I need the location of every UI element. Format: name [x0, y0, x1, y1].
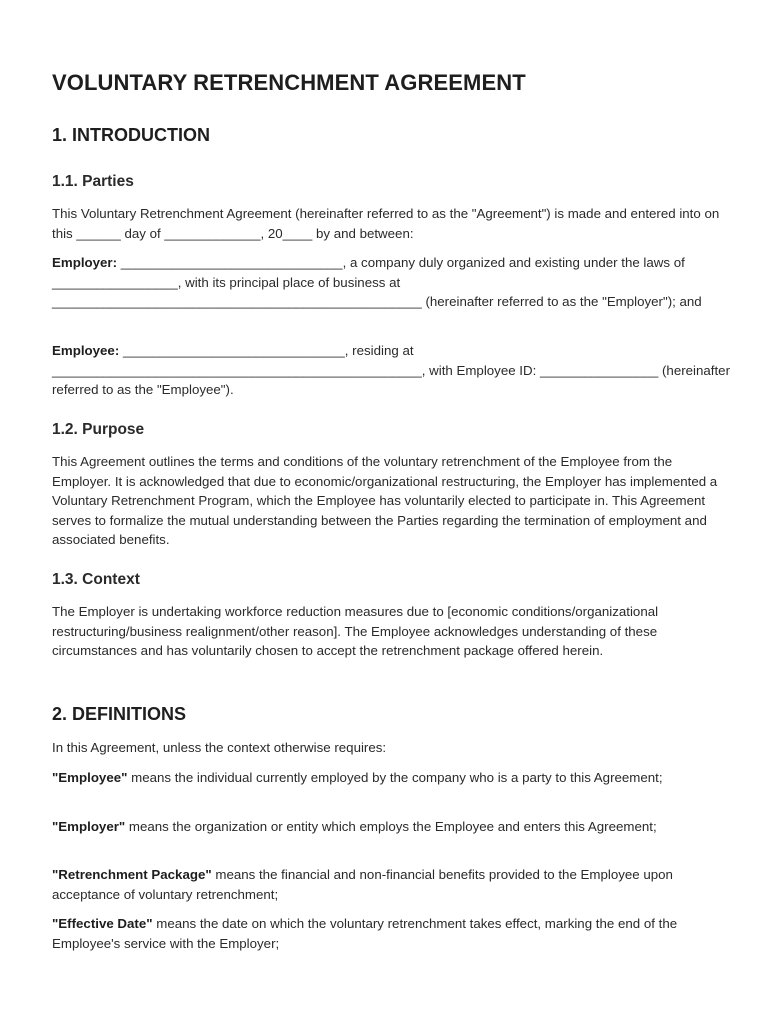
parties-intro: This Voluntary Retrenchment Agreement (hereinafter referred to as the "Agreement") is made and entered into on this ______ day of _____________, 20____ by and between: — [52, 206, 720, 241]
employee-text: ______________________________, residing at __________________________________________________, with Employee ID: ________________ (hereinafter referred to as the "Employee"). — [52, 343, 731, 398]
employer-clause — [52, 253, 732, 312]
context-text: The Employer is undertaking workforce reduction measures due to [economic conditions/organizational restructuring/business realignment/other reason]. The Employee acknowledges understanding of these circumstances and has voluntarily chosen to accept the retrenchment package offered herein. — [52, 604, 659, 659]
definition-term: "Employer" — [52, 819, 126, 834]
context-heading: 1.3. Context — [52, 571, 140, 588]
definition-text: means the individual currently employed by the company who is a party to this Agreement; — [127, 770, 663, 785]
definition-text: means the date on which the voluntary retrenchment takes effect, marking the end of the Employee's service with the Employer; — [52, 916, 678, 951]
purpose-text: This Agreement outlines the terms and conditions of the voluntary retrenchment of the Employee from the Employer. It is acknowledged that due to economic/organizational restructuring, the Employer has implemented a Voluntary Retrenchment Program, which the Employee has voluntarily elected to participate in. This Agreement serves to formalize the mutual understanding between the Parties regarding the termination of employment and associated benefits. — [52, 454, 718, 548]
definition-text: means the organization or entity which employs the Employee and enters this Agreement; — [125, 819, 657, 834]
definition-item — [52, 768, 732, 788]
definition-term: "Employee" — [52, 770, 128, 785]
employer-label: Employer: — [52, 255, 118, 270]
definition-item — [52, 817, 732, 837]
purpose-heading: 1.2. Purpose — [52, 421, 145, 438]
employee-label: Employee: — [52, 343, 120, 358]
parties-heading: 1.1. Parties — [52, 173, 134, 190]
employer-text: ______________________________, a company duly organized and existing under the laws of _________________, with its principal place of business at __________________________________________________ (hereinafter referred to as the "Employer"); and — [52, 255, 702, 310]
definitions-intro: In this Agreement, unless the context otherwise requires: — [52, 740, 387, 755]
definition-text: means the financial and non-financial benefits provided to the Employee upon acceptance of voluntary retrenchment; — [52, 867, 673, 902]
employee-clause — [52, 341, 732, 400]
section-introduction-heading: 1. INTRODUCTION — [52, 125, 211, 145]
definition-term: "Effective Date" — [52, 916, 153, 931]
definition-item — [52, 865, 732, 904]
definition-term: "Retrenchment Package" — [52, 867, 212, 882]
section-definitions-heading: 2. DEFINITIONS — [52, 704, 187, 724]
definition-item — [52, 914, 732, 953]
document-title: VOLUNTARY RETRENCHMENT AGREEMENT — [52, 70, 526, 95]
